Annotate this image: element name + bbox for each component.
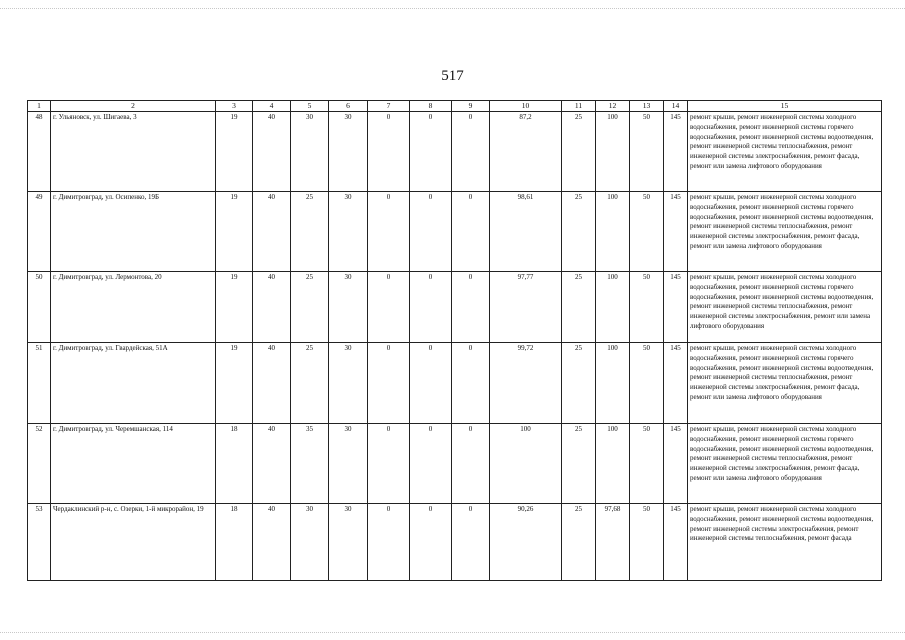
column-header-5: 5 [291,101,329,112]
cell-col-5: 30 [291,504,329,581]
row-address: г. Димитровград, ул. Гвардейская, 51А [51,343,216,424]
table-row [28,192,882,272]
row-works: ремонт крыши, ремонт инженерной системы холодного водоснабжения, ремонт инженерной системы горячего водоснабжения, ремонт инженерной системы водоотведения, ремонт инженерной системы теплоснабжения, ремонт инженерной системы электроснабжения, ремонт фасада, ремонт или замена лифтового оборудования [688,424,882,504]
column-header-4: 4 [253,101,291,112]
cell-col-10: 99,72 [490,343,562,424]
column-header-11: 11 [562,101,596,112]
cell-col-8: 0 [410,192,452,272]
cell-col-13: 50 [630,272,664,343]
row-number: 50 [28,272,51,343]
row-works: ремонт крыши, ремонт инженерной системы холодного водоснабжения, ремонт инженерной системы горячего водоснабжения, ремонт инженерной системы водоотведения, ремонт инженерной системы теплоснабжения, ремонт инженерной системы электроснабжения, ремонт или замена лифтового оборудования [688,272,882,343]
row-works: ремонт крыши, ремонт инженерной системы холодного водоснабжения, ремонт инженерной системы горячего водоснабжения, ремонт инженерной системы водоотведения, ремонт инженерной системы теплоснабжения, ремонт инженерной системы электроснабжения, ремонт фасада, ремонт или замена лифтового оборудования [688,192,882,272]
column-header-1: 1 [28,101,51,112]
row-number: 52 [28,424,51,504]
column-header-2: 2 [51,101,216,112]
column-header-13: 13 [630,101,664,112]
scan-edge-top [0,8,905,10]
row-address: г. Димитровград, ул. Лермонтова, 20 [51,272,216,343]
cell-col-14: 145 [664,424,688,504]
column-header-10: 10 [490,101,562,112]
cell-col-9: 0 [452,112,490,192]
row-number: 48 [28,112,51,192]
cell-col-10: 98,61 [490,192,562,272]
cell-col-5: 30 [291,112,329,192]
scan-edge-bottom [0,632,905,634]
cell-col-11: 25 [562,112,596,192]
cell-col-10: 100 [490,424,562,504]
cell-col-4: 40 [253,272,291,343]
cell-col-4: 40 [253,504,291,581]
row-address: Чердаклинский р-н, с. Озерки, 1-й микрорайон, 19 [51,504,216,581]
cell-col-5: 35 [291,424,329,504]
cell-col-9: 0 [452,504,490,581]
cell-col-9: 0 [452,272,490,343]
row-number: 49 [28,192,51,272]
cell-col-14: 145 [664,192,688,272]
cell-col-6: 30 [329,112,368,192]
column-header-14: 14 [664,101,688,112]
cell-col-5: 25 [291,343,329,424]
cell-col-6: 30 [329,343,368,424]
cell-col-6: 30 [329,504,368,581]
cell-col-12: 100 [596,192,630,272]
cell-col-13: 50 [630,343,664,424]
cell-col-3: 19 [216,112,253,192]
cell-col-3: 18 [216,424,253,504]
column-header-12: 12 [596,101,630,112]
cell-col-13: 50 [630,424,664,504]
cell-col-4: 40 [253,343,291,424]
cell-col-8: 0 [410,343,452,424]
cell-col-7: 0 [368,272,410,343]
column-header-3: 3 [216,101,253,112]
cell-col-12: 100 [596,343,630,424]
cell-col-3: 19 [216,192,253,272]
cell-col-12: 100 [596,424,630,504]
column-header-8: 8 [410,101,452,112]
cell-col-4: 40 [253,112,291,192]
cell-col-11: 25 [562,343,596,424]
row-works: ремонт крыши, ремонт инженерной системы холодного водоснабжения, ремонт инженерной системы водоотведения, ремонт инженерной системы электроснабжения, ремонт инженерной системы теплоснабжения, ремонт фасада [688,504,882,581]
cell-col-5: 25 [291,192,329,272]
cell-col-8: 0 [410,424,452,504]
row-number: 53 [28,504,51,581]
registry-table [27,100,882,581]
cell-col-10: 87,2 [490,112,562,192]
row-address: г. Димитровград, ул. Черемшанская, 114 [51,424,216,504]
cell-col-3: 18 [216,504,253,581]
cell-col-4: 40 [253,424,291,504]
cell-col-13: 50 [630,504,664,581]
cell-col-14: 145 [664,272,688,343]
header-row [28,101,882,112]
table-row [28,343,882,424]
cell-col-8: 0 [410,272,452,343]
cell-col-6: 30 [329,272,368,343]
row-number: 51 [28,343,51,424]
cell-col-3: 19 [216,343,253,424]
cell-col-4: 40 [253,192,291,272]
cell-col-13: 50 [630,192,664,272]
cell-col-7: 0 [368,343,410,424]
column-header-15: 15 [688,101,882,112]
cell-col-6: 30 [329,192,368,272]
cell-col-3: 19 [216,272,253,343]
cell-col-10: 90,26 [490,504,562,581]
column-header-7: 7 [368,101,410,112]
cell-col-5: 25 [291,272,329,343]
table-row [28,272,882,343]
table-row [28,504,882,581]
cell-col-12: 100 [596,272,630,343]
cell-col-13: 50 [630,112,664,192]
page-number: 517 [441,68,464,84]
table-row [28,112,882,192]
cell-col-6: 30 [329,424,368,504]
cell-col-14: 145 [664,343,688,424]
column-header-9: 9 [452,101,490,112]
cell-col-11: 25 [562,424,596,504]
cell-col-11: 25 [562,272,596,343]
column-header-6: 6 [329,101,368,112]
cell-col-7: 0 [368,504,410,581]
cell-col-7: 0 [368,192,410,272]
cell-col-7: 0 [368,112,410,192]
row-works: ремонт крыши, ремонт инженерной системы холодного водоснабжения, ремонт инженерной системы горячего водоснабжения, ремонт инженерной системы водоотведения, ремонт инженерной системы теплоснабжения, ремонт инженерной системы электроснабжения, ремонт фасада, ремонт или замена лифтового оборудования [688,343,882,424]
cell-col-10: 97,77 [490,272,562,343]
cell-col-12: 100 [596,112,630,192]
cell-col-9: 0 [452,192,490,272]
cell-col-12: 97,68 [596,504,630,581]
cell-col-11: 25 [562,504,596,581]
cell-col-9: 0 [452,424,490,504]
cell-col-8: 0 [410,112,452,192]
cell-col-8: 0 [410,504,452,581]
cell-col-14: 145 [664,112,688,192]
cell-col-11: 25 [562,192,596,272]
row-address: г. Димитровград, ул. Осипенко, 19Б [51,192,216,272]
cell-col-7: 0 [368,424,410,504]
table-row [28,424,882,504]
row-works: ремонт крыши, ремонт инженерной системы холодного водоснабжения, ремонт инженерной системы горячего водоснабжения, ремонт инженерной системы водоотведения, ремонт инженерной системы теплоснабжения, ремонт инженерной системы электроснабжения, ремонт фасада, ремонт или замена лифтового оборудования [688,112,882,192]
cell-col-9: 0 [452,343,490,424]
cell-col-14: 145 [664,504,688,581]
row-address: г. Ульяновск, ул. Шигаева, 3 [51,112,216,192]
